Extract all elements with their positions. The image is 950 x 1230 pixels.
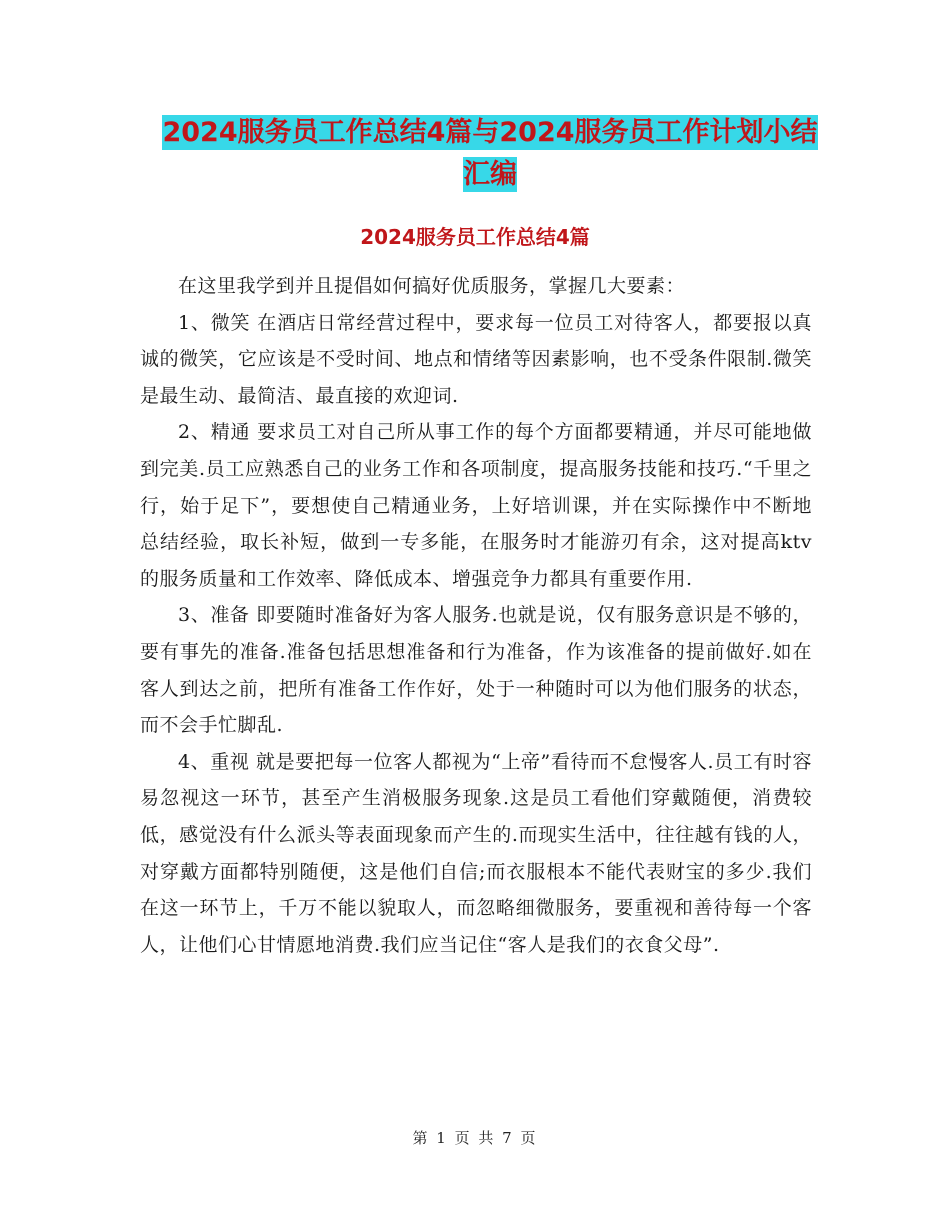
paragraph-attention: 4、重视 就是要把每一位客人都视为“上帝”看待而不怠慢客人.员工有时容易忽视这一环节，甚至产生消极服务现象.这是员工看他们穿戴随便，消费较低，感觉没有什么派头等表面现象而产生的.而现实生活中，往往越有钱的人，对穿戴方面都特别随便，这是他们自信;而衣服根本不能代表财宝的多少.我们在这一环节上，千万不能以貌取人，而忽略细微服务，要重视和善待每一个客人，让他们心甘情愿地消费.我们应当记住“客人是我们的衣食父母”.	[140, 750, 812, 956]
paragraph-proficiency: 2、精通 要求员工对自己所从事工作的每个方面都要精通，并尽可能地做到完美.员工应熟悉自己的业务工作和各项制度，提高服务技能和技巧.“千里之行，始于足下”，要想使自己精通业务，上好培训课，并在实际操作中不断地总结经验，取长补短，做到一专多能，在服务时才能游刃有余，这对提高ktv的服务质量和工作效率、降低成本、增强竞争力都具有重要作用.	[140, 421, 812, 590]
document-title	[140, 112, 840, 196]
paragraph-smile: 1、微笑 在酒店日常经营过程中，要求每一位员工对待客人，都要报以真诚的微笑，它应该是不受时间、地点和情绪等因素影响，也不受条件限制.微笑是最生动、最简洁、最直接的欢迎词.	[140, 311, 812, 407]
document-title-line2: 汇编	[463, 159, 517, 190]
document-title-line1: 2024服务员工作总结4篇与2024服务员工作计划小结	[162, 117, 818, 148]
body-text	[140, 268, 812, 963]
page-footer: 第 1 页 共 7 页	[412, 1129, 538, 1147]
intro-paragraph: 在这里我学到并且提倡如何搞好优质服务，掌握几大要素：	[178, 275, 686, 297]
section-title: 2024服务员工作总结4篇	[360, 225, 590, 249]
paragraph-preparation: 3、准备 即要随时准备好为客人服务.也就是说，仅有服务意识是不够的，要有事先的准备.准备包括思想准备和行为准备，作为该准备的提前做好.如在客人到达之前，把所有准备工作作好，处于一种随时可以为他们服务的状态，而不会手忙脚乱.	[140, 604, 812, 737]
